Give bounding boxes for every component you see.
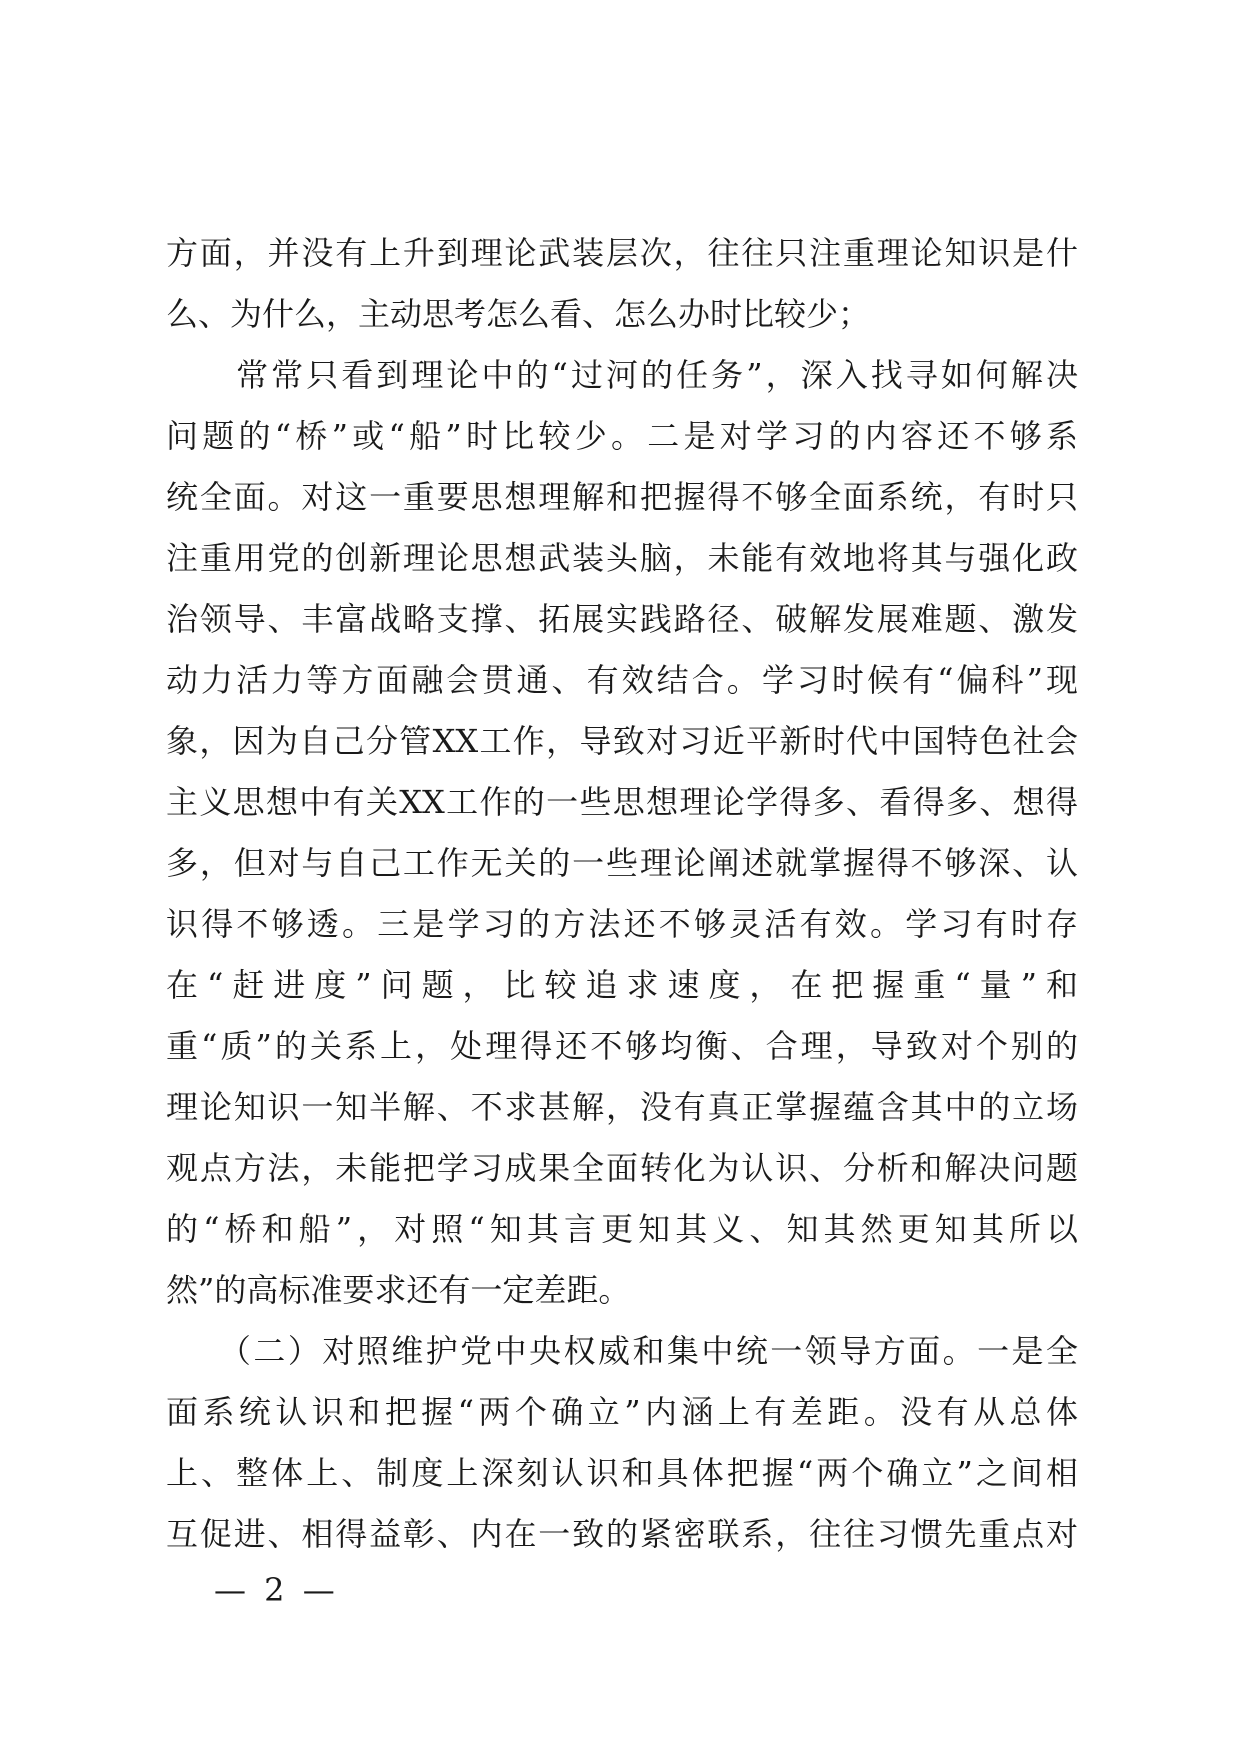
page-number: — 2 — xyxy=(214,1571,339,1609)
text-line: 在“赶进度”问题，比较追求速度，在把握重“量”和 xyxy=(166,966,1078,1004)
text-line: 问题的“桥”或“船”时比较少。二是对学习的内容还不够系 xyxy=(166,417,1078,455)
text-line: （二）对照维护党中央权威和集中统一领导方面。一是全 xyxy=(166,1332,1078,1370)
text-line: 常常只看到理论中的“过河的任务”，深入找寻如何解决 xyxy=(166,356,1078,394)
text-line: 识得不够透。三是学习的方法还不够灵活有效。学习有时存 xyxy=(166,905,1078,943)
text-line: 么、为什么，主动思考怎么看、怎么办时比较少； xyxy=(166,295,871,333)
text-line: 理论知识一知半解、不求甚解，没有真正掌握蕴含其中的立场 xyxy=(166,1088,1078,1126)
text-line: 动力活力等方面融会贯通、有效结合。学习时候有“偏科”现 xyxy=(166,661,1078,699)
text-line: 上、整体上、制度上深刻认识和具体把握“两个确立”之间相 xyxy=(166,1454,1078,1492)
text-line: 然”的高标准要求还有一定差距。 xyxy=(166,1271,631,1309)
text-line: 统全面。对这一重要思想理解和把握得不够全面系统，有时只 xyxy=(166,478,1078,516)
text-line: 主义思想中有关XX工作的一些思想理论学得多、看得多、想得 xyxy=(166,783,1078,821)
text-line: 面系统认识和把握“两个确立”内涵上有差距。没有从总体 xyxy=(166,1393,1078,1431)
text-line: 方面，并没有上升到理论武装层次，往往只注重理论知识是什 xyxy=(166,234,1078,272)
body-text xyxy=(166,223,1078,1565)
text-line: 观点方法，未能把学习成果全面转化为认识、分析和解决问题 xyxy=(166,1149,1078,1187)
text-line: 的“桥和船”，对照“知其言更知其义、知其然更知其所以 xyxy=(166,1210,1078,1248)
text-line: 重“质”的关系上，处理得还不够均衡、合理，导致对个别的 xyxy=(166,1027,1078,1065)
text-line: 象，因为自己分管XX工作，导致对习近平新时代中国特色社会 xyxy=(166,722,1078,760)
text-line: 多，但对与自己工作无关的一些理论阐述就掌握得不够深、认 xyxy=(166,844,1078,882)
text-line: 注重用党的创新理论思想武装头脑，未能有效地将其与强化政 xyxy=(166,539,1078,577)
text-line: 互促进、相得益彰、内在一致的紧密联系，往往习惯先重点对 xyxy=(166,1515,1078,1553)
text-line: 治领导、丰富战略支撑、拓展实践路径、破解发展难题、激发 xyxy=(166,600,1078,638)
